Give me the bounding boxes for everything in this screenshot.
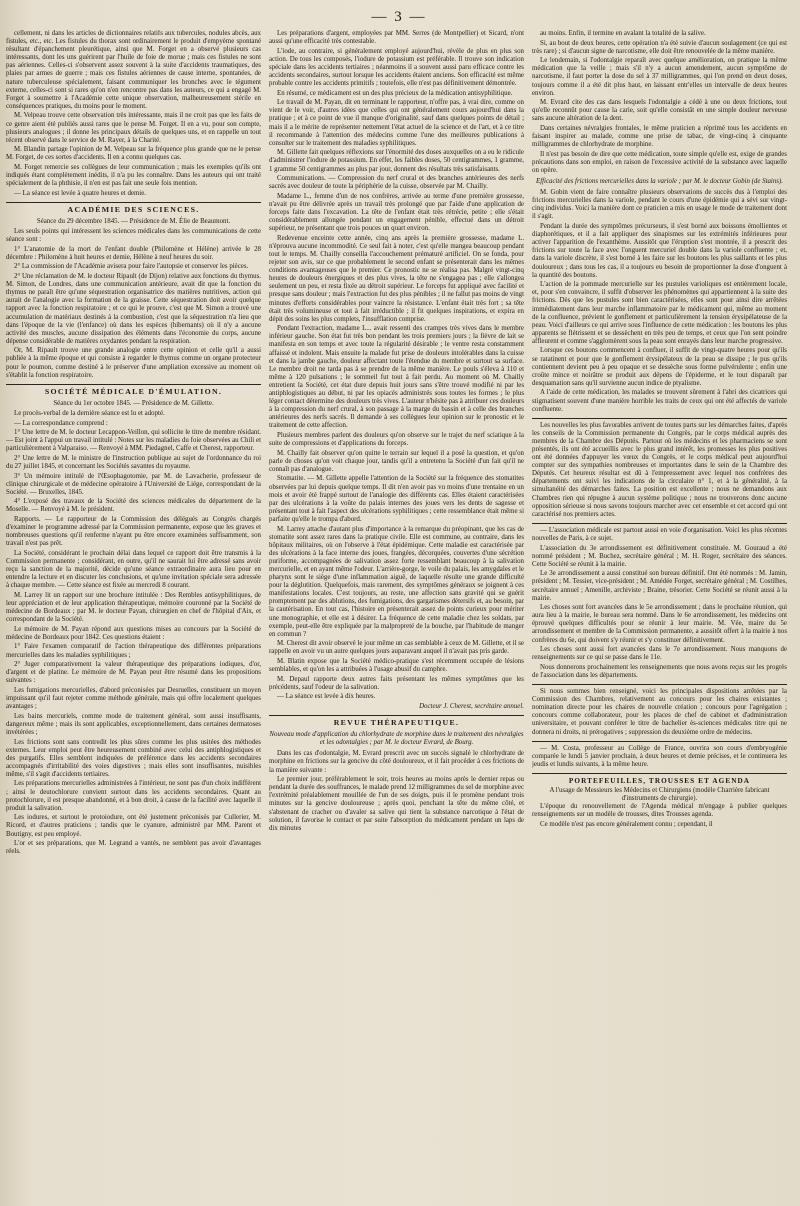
subheading: A l'usage de Messieurs les Médecins et Chirurgiens (modèle Charrière fabricant d'instruments de chirurgie). [549, 786, 770, 803]
paragraph: — La séance est levée à quatre heures et demie. [14, 189, 147, 197]
paragraph: — M. Costa, professeur au Collège de France, ouvrira son cours d'embryogénie comparée le lundi 5 janvier prochain, à deux heures et demie précises, et le continuera les jeudis et lundis suivants, à la même heure. [532, 744, 787, 768]
paragraph: Le mémoire de M. Payan répond aux questions mises au concours par la Société de médecine de Bordeaux pour 1842. Ces questions étaient : [6, 625, 261, 641]
paragraph: Communications. — Compression du nerf crural et des branches antérieures des nerfs sacrés avec douleur de toute la périphérie de la cuisse, observée par M. Chailly. [269, 175, 524, 191]
paragraph: Plusieurs membres parlent des douleurs qu'on observe sur le trajet du nerf sciatique à la suite de compressions et d'applications du forceps. [269, 432, 524, 448]
paragraph: L'action de la pommade mercurielle sur les pustules varioliques est entièrement locale, et, pour s'en convaincre, il suffit d'observer les phénomènes qui appartiennent à la suite des frictions. Dès que les pustules sont bien caractérisées, elles sont pour ainsi dire arrêtées immédiatement dans leur marche inflammatoire par le médicament qui, même au moment de la confluence, prévient le gonflement et particulièrement la tension érysipélateuse de la peau. Voici d'ailleurs ce qui arrive sous l'influence de cette médication : les boutons les plus apparents se flétrissent et se dessèchent en très peu de temps, et ceux que l'on sent poindre affleurent et comme s'agglomèrent sous la peau sont enrayés dans leur marche progressive. [532, 281, 787, 345]
paragraph: Les préparations d'argent, employées par MM. Serres (de Montpellier) et Sicard, n'ont aussi qu'une efficacité très contestable. [269, 30, 524, 46]
paragraph: M. Larrey attache d'autant plus d'importance à la remarque du préopinant, que les cas de stomatite sont assez rares dans la pratique civile. Elle est commune, au contraire, dans les hôpitaux militaires, où on l'observe à l'état épidémique. Cette maladie est caractérisée par des ulcérations à la face interne des joues, frangées, décorquées, couvertes d'une sécrétion puriforme, accompagnées de salivation assez forte ressemblant beaucoup à la salivation mercurielle, et en ayant même l'odeur. L'arrière-gorge, le voile du palais, les amygdales et le pharynx sont le siège d'une inflammation aiguë, de laquelle résulte une grande difficulté pour la déglutition. Quelquefois, mais rarement, des symptômes généraux se joignent à ces manifestations locales. C'est toujours, au reste, une affection sans gravité qui se guérit promptement par des ablutions, des fumigations, des gargarismes détersifs et, au besoin, par la cautérisation. En tout cas, l'histoire en présenterait assez de points curieux pour mériter une monographie, et elle est à désirer. La fréquence de cette maladie chez les soldats, par exemple, peut-elle être expliquée par la malpropreté de la bouche, par l'habitude de manger en commun ? [269, 525, 524, 638]
article-title: Efficacité des frictions mercurielles dans la variole ; par M. le docteur Gobin (de Stains). [536, 178, 783, 186]
paragraph: 2° Une réclamation de M. le docteur Ripault (de Dijon) relative aux fonctions du thymus. M. Simon, de Londres, dans une communication antérieure, avait dit que la fonction du thymus ne paraît être qu'une séquestration organisatrice des matières nutritives, action qui aurait de l'analogie avec la formation de la graisse. Cette séquestration doit avoir quelque rapport avec la fonction respiratoire ; et ce qui le prouve, c'est que M. Simon a trouvé une accumulation de matériaux destinés à la combustion, c'est que la séquestration n'a lieu que dans l'époque de la vie (l'enfance) où dans les espèces (hibernants) où il n'y a aucune activité des muscles, aucune dissipation des éléments dans l'économie du corps, aucune dépense considérable de matières oxydantes pendant la respiration. [6, 273, 261, 345]
paragraph: En résumé, ce médicament est un des plus précieux de la médication antisyphilitique. [277, 89, 513, 97]
paragraph: M. Forget remercie ses collègues de leur communication ; mais les exemples qu'ils ont indiqués étant complètement inédits, il n'a pu les connaître. Dans les auteurs qui ont traité spécialement de la phthisie, il n'en est pas fait une seule fois mention. [6, 164, 261, 188]
paragraph: Les frictions sont sans contredit les plus sûres comme les plus usitées des méthodes externes. Leur emploi peut être heureusement combiné avec celui des antiphlogistiques et des purgatifs. Elles semblent indiquées de préférence dans les accidents secondaires accompagnés d'irritabilité des voies digestives ; mais elles sont insuffisantes, nuisibles même, s'il s'agit d'accidents tertiaires. [6, 738, 261, 778]
paragraph: L'époque du renouvellement de l'Agenda médical m'engage à publier quelques renseignements sur un modèle de trousses, dites Trousses agenda. [532, 803, 787, 819]
paragraph: Le procès-verbal de la dernière séance est lu et adopté. [14, 409, 165, 417]
paragraph: Le 3e arrondissement a aussi constitué son bureau définitif. Ont été nommés : M. Jamin, président ; M. Tessier, vice-président ; M. Amédée Forget, secrétaire général ; M. Costilhes, secrétaire annuel ; Amenille, archiviste ; Braine, trésorier. Cette Société se réunit aussi à la mairie. [532, 570, 787, 602]
column-2 [269, 30, 524, 1202]
divider [532, 773, 787, 774]
paragraph: Les choses sont aussi fort avancées dans le 7e arrondissement. Nous manquons de renseignements sur ce qui se passe dans le 11e. [532, 646, 787, 662]
paragraph: Les préparations mercurielles administrées à l'intérieur, ne sont pas d'un choix indifférent ; ainsi le deutochlorure convient surtout dans les accidents secondaires. Quant au protochlorure, il est presque abandonné, et à bon droit, à cause de la facilité avec laquelle il produit la salivation. [6, 780, 261, 812]
paragraph: 2° Une lettre de M. le ministre de l'instruction publique au sujet de l'ordonnance du roi du 27 juillet 1845, et concernant les Sociétés savantes du royaume. [6, 454, 261, 470]
paragraph: Dans les cas d'odontalgie, M. Evrard prescrit avec un succès signalé le chlorhydrate de morphine en frictions sur la gencive du côté douloureux, et il fait procéder à ces frictions de la manière suivante : [269, 750, 524, 774]
divider [532, 523, 787, 524]
column-1 [6, 30, 261, 1202]
paragraph: La Société, considérant le prochain délai dans lequel ce rapport doit être transmis à la Commission permanente ; considérant, en outre, qu'il ne saurait lui être adressé sans avoir reçu la sanction de la majorité, décide qu'une séance extraordinaire aura lieu pour en entendre la lecture et en discuter les conclusions, et qu'une invitation spéciale sera adressée à chaque membre. — Cette séance est fixée au mercredi 8 courant. [6, 549, 261, 590]
paragraph: M. Gobin vient de faire connaître plusieurs observations de succès dus à l'emploi des frictions mercurielles dans la variole, pendant le cours d'une épidémie qui a sévi sur vingt-cinq individus. Voici la manière dont ce praticien a mis en usage le mode de traitement dont il s'agit. [532, 189, 787, 221]
paragraph: 2° La commission de l'Académie avisera pour faire l'autopsie et conserver les pièces. [14, 263, 249, 271]
paragraph: A l'aide de cette médication, les malades se trouvent sûrement à l'abri des cicatrices qui stigmatisent souvent d'une manière horrible les traits de ceux qui ont été affectés de variole confluente. [532, 389, 787, 413]
seance-line: Séance du 1er octobre 1845. — Présidence de M. Gillette. [53, 399, 214, 407]
section-heading-academie: ACADÉMIE DES SCIENCES. [67, 204, 200, 214]
paragraph: Rapports. — Le rapporteur de la Commission des délégués au Congrès chargés d'examiner le programme adressé par la Commission permanente, expose que les graves et nombreuses questions qu'il renferme n'ayant pu être encore examinées suffisamment, son travail n'est pas prêt. [6, 516, 261, 548]
paragraph: L'iode, au contraire, si généralement employé aujourd'hui, révèle de plus en plus son action. De tous les composés, l'iodure de potassium est préférable. Il trouve son indication spéciale dans les accidents tertiaires ; néanmoins il a souvent aussi paru efficace contre les accidents secondaires, surtout lorsque les accidents étaient anciens. Son efficacité est même probable contre les accidents primitifs ; toutefois, elle n'est pas définitivement démontrée. [269, 47, 524, 88]
paragraph: Dans certaines névralgies frontales, le même praticien a réprimé tous les accidents en faisant inspirer au malade, comme une prise de tabac, de vingt-cinq à cinquante milligrammes de chlorhydrate de morphine. [532, 125, 787, 149]
divider [532, 684, 787, 685]
paragraph: Ce modèle n'est pas encore généralement connu ; cependant, il [540, 820, 713, 828]
paragraph: Nous donnerons prochainement les renseignements que nous avons reçus sur les progrès de l'association dans les départements. [532, 663, 787, 679]
paragraph: Le travail de M. Payan, dit en terminant le rapporteur, n'offre pas, à vrai dire, comme on vient de le voir, d'autres idées que celles qui ont généralement cours aujourd'hui dans la pratique ; et à ce point de vue il manque d'originalité, sauf dans quelques points de détail ; mais il a le mérite de représenter nettement l'état actuel de la science et de l'art, et à ce titre il recommande à l'attention des médecins comme l'une des meilleures publications à consulter sur le traitement des maladies syphilitiques. [269, 99, 524, 147]
paragraph: au moins. Enfin, il termine en avalant la totalité de la salive. [540, 30, 706, 37]
column-3 [532, 30, 787, 1202]
columns [6, 30, 792, 1202]
paragraph: — La séance est levée à dix heures. [277, 693, 376, 701]
paragraph: M. Blandin partage l'opinion de M. Velpeau sur la fréquence plus grande que ne le pense M. Forget, de ces sortes d'accidents. Il en a connu quelques cas. [6, 146, 261, 162]
paragraph: 3° Un mémoire intitulé de l'Œsophagotomie, par M. de Lavacherie, professeur de clinique chirurgicale et de médecine opératoire à l'Université de Liége, correspondant de la Société. — Bruxelles, 1845. [6, 472, 261, 496]
divider [532, 418, 787, 419]
paragraph: M. Gillette fait quelques réflexions sur l'énormité des doses auxquelles on a eu le ridicule d'administrer l'iodure de potassium. En effet, les faibles doses, 50 centigrammes, 1 gramme, 1 gramme 50 centigrammes au plus par jour, donnent des résultats très satisfaisants. [269, 149, 524, 173]
paragraph: Les seuls points qui intéressent les sciences médicales dans les communications de cette séance sont : [6, 228, 261, 244]
paragraph: M. Evrard cite des cas dans lesquels l'odontalgie a cédé à une ou deux frictions, tout qu'elle reconnût pour cause la carie, soit qu'elle consistât en une simple douleur nerveuse sans aucune altération de la dent. [532, 99, 787, 123]
paragraph: — L'association médicale est partout aussi en voie d'organisation. Voici les plus récentes nouvelles de Paris, à ce sujet. [532, 526, 787, 542]
paragraph: Pendant l'extraction, madame L... avait ressenti des crampes très vives dans le membre inférieur gauche. Son état fut très bon pendant les trois premiers jours ; la fièvre de lait se manifesta en son temps et avec toute la régularité désirable ; le ventre resta constamment affaissé et indolent. Mais ensuite la malade fut prise de douleurs intolérables dans la cuisse et dans la jambe gauche, douleur affectant toute l'étendue du membre et surtout sa surface. Le membre droit ne tarda pas à se prendre de la même manière. Le pouls s'éleva à 110 et même à 120 pulsations ; le sommeil fut tout à fait perdu. Au moment où M. Chailly entretient la Société, cet état dure depuis huit jours sans s'être trouvé modifié ni par les antiphlogistiques au début, ni par les opiacés administrés sous toutes les formes ; le plus léger contact détermine des douleurs très vives. L'auteur n'hésite pas à attribuer ces douleurs à la compression du nerf crural, à son passage à la marge du bassin et à celle des branches antérieures des nerfs sacrés. Il demande à ses collègues leur opinion sur le pronostic et le traitement de cette affection. [269, 325, 524, 430]
paragraph: Si, au bout de deux heures, cette opération n'a été suivie d'aucun soulagement (ce qui est très rare) ; si d'aucun signe de narcotisme, elle doit être renouvelée de la même manière. [532, 39, 787, 55]
divider [6, 384, 261, 385]
paragraph: L'or et ses préparations, que M. Legrand a vantés, ne semblent pas avoir d'avantages réels. [6, 840, 261, 856]
divider [6, 202, 261, 203]
divider [532, 741, 787, 742]
section-heading-revue: REVUE THÉRAPEUTIQUE. [333, 718, 460, 728]
article-title: Nouveau mode d'application du chlorhydrate de morphine dans le traitement des névralgies et les odontalgies ; par M. le docteur Evrard, de Bourg. [269, 731, 524, 747]
paragraph: Lorsque ces boutons commencent à confluer, il suffit de vingt-quatre heures pour qu'ils se ratatinent et pour que le gonflement érysipélateux de la peau se dissipe ; le pus qu'ils contiennent devient peu à peu opaque et se dessèche sous forme pulvérulente ; enfin une croûte mince et noirâtre se produit aux dépens de l'épiderme, et le tout disparaît par desquamation sans qu'il survienne aucun indice de ptyalisme. [532, 347, 787, 387]
paragraph: Les choses sont fort avancées dans le 5e arrondissement ; dans le prochaine réunion, qui aura lieu à la mairie, le bureau sera nommé. Dans le 6e arrondissement, les médecins ont éprouvé quelques difficultés pour se réunir à leur mairie. M. Vée, maire du 5e arrondissement et membre de la Commission permanente, a aussitôt offert à la mairie à nos confrères du 6e, qui doivent s'y réunir et s'y constituer définitivement. [532, 604, 787, 644]
divider [269, 715, 524, 716]
page-number: — 3 — [371, 9, 427, 25]
paragraph: L'association du 3e arrondissement est définitivement constituée. M. Gouraud a été nommé président ; M. Buchez, secrétaire général ; M. H. Roger, secrétaire des séances. Cette Société se réunit à la mairie. [532, 544, 787, 568]
paragraph: Les fumigations mercurielles, d'abord préconisées par Desruelles, constituent un moyen impuissant qu'il faut rejeter comme méthode générale, mais qui offre localement quelques avantages ; [6, 686, 261, 711]
paragraph: Redevenue enceinte cette année, cinq ans après la première grossesse, madame L. n'éprouva aucune incommodité. Ce seul fait à noter, c'est qu'elle mangea beaucoup pendant tout le temps. M. Chailly conseilla l'accouchement prématuré artificiel. On se fonda, pour rejeter son avis, sur ce que probablement le second enfant se présenterait dans les mêmes conditions avantageuses que le premier. Ce pronostic ne se réalisa pas. Malgré vingt-cinq heures de douleurs énergiques et des plus vives, la tête ne s'engagea pas ; elle s'allongea seulement un peu, et resta fixée au détroit supérieur. Le forceps fut appliqué avec facilité et presque sans douleur ; mais l'extraction fut des plus pénibles ; il ne fallut pas moins de vingt minutes d'efforts considérables pour vaincre la résistance. L'enfant était très fort ; sa tête était très volumineuse et tout à fait irréductible ; il fit quelques inspirations, et expira en dépit des soins les plus complets, l'insufflation comprise. [269, 234, 524, 323]
paragraph: 2° Juger comparativement la valeur thérapeutique des préparations iodiques, d'or, d'argent et de platine. Le mémoire de M. Payan peut être résumé dans les propositions suivantes : [6, 661, 261, 685]
signature: Docteur J. Cherest, secrétaire annuel. [419, 703, 524, 710]
paragraph: 1° Faire l'examen comparatif de l'action thérapeutique des différentes préparations mercurielles dans les maladies syphilitiques ; [6, 643, 261, 659]
paragraph: M. Velpeau trouve cette observation très intéressante, mais il ne croit pas que les faits de ce genre aient été publiés aussi rares que le pense M. Forget. Il en a vu, pour son compte, plusieurs analogues ; il donne les principaux détails de quelques uns, et en rappelle un tout récent observé dans le service de M. Rayer, à la Charité. [6, 112, 261, 144]
paragraph: — La correspondance comprend : [14, 419, 108, 427]
paragraph: M. Chailly fait observer qu'on quitte le terrain sur lequel il a posé la question, et qu'on parle de choses qu'on voit chaque jour, tandis qu'il a entretenu la Société d'un fait qu'il ne connaît pas d'analogue. [269, 449, 524, 473]
paragraph: Il n'est pas besoin de dire que cette médication, toute simple qu'elle est, exige de grandes précautions dans son emploi, en raison de l'excessive activité de la substance avec laquelle on opère. [532, 150, 787, 174]
paragraph: M. Depaul rapporte deux autres faits présentant les mêmes symptômes que les précédents, sauf l'odeur de la salivation. [269, 675, 524, 691]
seance-line: Séance du 29 décembre 1845. — Présidence de M. Élie de Beaumont. [36, 217, 231, 225]
paragraph: Si nous sommes bien renseigné, voici les principales dispositions arrêtées par la Commission des Chambres, relativement au concours pour les chaires existantes ; nomination directe pour les chaires de nouvelle création ; concours pour l'agrégation ; concours comme collaborateur, pour les places de chef de cabinet et d'administration universitaire, et pouvant conférer le titre de bachelier ès-sciences médicales titre qui ne donnera ni droits, ni prérogatives ; suppression du deuxième ordre de médecins. [532, 688, 787, 736]
paragraph: 1° L'anatomie de la mort de l'enfant double (Philomène et Hélène) arrivée le 28 décembre : Philomène à huit heures et demie, Hélène à neuf heures du soir. [6, 245, 261, 261]
paragraph: Or, M. Ripault trouve une grande analogie entre cette opinion et celle qu'il a aussi publiée à la même époque et qui consiste à regarder le thymus comme un organe protecteur pour le poumon, comme destiné à le préserver d'une ampliation excessive au moment où s'établit la fonction respiratoire. [6, 347, 261, 379]
section-heading-portefeuilles: PORTEFEUILLES, TROUSSES ET AGENDA [568, 776, 751, 785]
paragraph: Stomatite. — M. Gillette appelle l'attention de la Société sur la fréquence des stomatites observées par lui depuis quelque temps. Il dit n'en avoir pas vu moins d'une trentaine en un mois et avoir été frappé surtout de l'analogie des différents cas. Elles étaient caractérisées par des ulcérations à la voûte du palais internes des joues vers les dents de sagesse et présentant tout à fait l'aspect des ulcérations syphilitiques ; cette ressemblance était même si parfaite qu'elle le trompa d'abord. [269, 475, 524, 523]
section-heading-emulation: SOCIÉTÉ MÉDICALE D'ÉMULATION. [44, 386, 223, 396]
paragraph: 4° L'exposé des travaux de la Société des sciences médicales du département de la Moselle. — Renvoyé à M. le président. [6, 498, 261, 514]
paragraph: 1° Une lettre de M. le docteur Lecappon-Veillon, qui sollicite le titre de membre résidant. — Est joint à l'appui un travail intitulé : Notes sur les maladies du foie observées au Chili et particulièrement à Valparaiso. — Renvoyé à MM. Piedagnel, Caffe et Cherest, rapporteur. [6, 429, 261, 453]
paragraph: M. Blatin expose que la Société médico-pratique s'est récemment occupée de lésions semblables, et qu'on les a attribuées à l'usage abusif du camphre. [269, 658, 524, 674]
paragraph: Les iodures, et surtout le protoiodure, ont été justement préconisés par Cullerier, M. Ricord, et d'autres praticiens ; tandis que le cyanure, administré par MM. Parent et Boutigny, est peu employé. [6, 814, 261, 838]
paragraph: Le premier jour, préférablement le soir, trois heures au moins après le dernier repas ou pendant la durée des souffrances, le malade prend 12 milligrammes du sel de morphine avec l'extrémité préalablement mouillée de l'un de ses doigts, puis il le promène pendant trois minutes sur la gencive douloureuse ; après quoi, penchant la tête du même côté, et s'abstenant de cracher ou d'avaler sa salive qui tient la substance narcotique à l'état de solution, il favorise le contact et par suite l'absorption du médicament pendant un laps de dix minutes [269, 776, 524, 832]
paragraph: cellement, ni dans les articles de dictionnaires relatifs aux tubercules, nodules abcès, aux fistules, etc., etc. Les fistules du thorax sont ordinairement le produit d'empyème spontané résultant d'épanchement pleurétique, ainsi que M. Forget en a observé plusieurs cas intéressants, dont les uns guérirent par l'huile de foie de morue ; mais ces fistules ne sont pas aériennes. Celles-ci s'observent assez souvent à la suite d'accidents traumatiques, des plaies par armes de guerre ; mais ces fistules aériennes de cause interne, spontanées, de nature tuberculeuse spécialement, faisant communiquer les bronches avec le tégument externe, celles-ci sont si rares qu'on n'en rencontre pas dans les auteurs, ce qui a engagé M. Forget à soumettre à l'Académie cette unique observation, malheureusement stérile en conséquences pratiques, du moins pour le moment. [6, 30, 261, 110]
paragraph: Les nouvelles les plus favorables arrivent de toutes parts sur les démarches faites, d'après les conseils de la Commission permanente du Congrès, par le corps médical auprès des membres de la Chambre des Députés. Partout où les médecins et les pharmaciens se sont présentés, ils ont été accueillis avec le plus grand intérêt, les promesses les plus positives ont été données d'appuyer les vœux du Congrès, et le corps médical peut aujourd'hui compter sur des sympathies nombreuses et importantes dans le sein de la Chambre des Députés. Cet heureux résultat est dû à l'empressement avec lequel nos confrères des départements ont suivi les indications de la circulaire n° 1, et à la généralité, à la simultanéité des démarches faites. La position est excellente ; nous ne demandons aux Chambres rien qui répugne à aucun système politique ; nous ne trouverons donc aucune opposition sérieuse si nous savons toujours marcher avec cet ensemble et cet accord qui ont caractérisé nos premiers actes. [532, 421, 787, 518]
paragraph: Madame L., femme d'un de nos confrères, arrivée au terme d'une première grossesse, n'avait pu être délivrée après un travail très prolongé que par l'aide d'une application de forceps faite dans l'excavation. La tête de l'enfant était très rétrécie, petite ; elle s'était considérablement allongée pendant un engagement pénible, effectué dans un détroit supérieur, ne présentant que trois pouces un quart environ. [269, 192, 524, 233]
paragraph: M. Cherest dit avoir observé le jour même un cas semblable à ceux de M. Gillette, et il se rappelle en avoir vu un autre quelques jours auparavant auquel il n'avait pas pris garde. [269, 640, 524, 656]
paragraph: M. Larrey lit un rapport sur une brochure intitulée : Des Rembles antisyphilitiques, de leur appréciation et de leur application thérapeutique, mémoire couronné par la Société de médecine de Bordeaux ; par M. le docteur Payan, chirurgien en chef de l'hôpital d'Aix, et correspondant de la Société. [6, 591, 261, 624]
paragraph: Le lendemain, si l'odontalgie reparaît avec quelque amélioration, on pratique la même médication que la veille ; mais s'il n'y a aucun amendement, aucun symptôme de narcotisme, il faut porter la dose du sel à 37 milligrammes, qui l'on prend en deux doses, toujours comme il a été dit plus haut, en laissant entr'elles un intervalle de deux heures environ. [532, 57, 787, 97]
paragraph: Les bains mercuriels, comme mode de traitement général, sont aussi insuffisants, dangereux même ; mais ils sont applicables, exceptionnellement, dans certaines dermatoses invétérées ; [6, 712, 261, 736]
paragraph: Pendant la durée des symptômes précurseurs, il s'est borné aux boissons émollientes et diaphorétiques, et il a fait appliquer des sinapismes sur les extrémités inférieures pour activer l'apparition de l'exanthème. Aussitôt que l'éruption s'est montrée, il a prescrit des frictions sur toute la face avec l'onguent mercuriel double dans la variole confluente ; et, dans la variole discrète, il s'est borné à les faire sur les boutons les plus saillants et les plus douloureux ; dans tous les cas, il a toujours eu besoin de proportionner la dose d'onguent à la quantité des boutons. [532, 223, 787, 279]
